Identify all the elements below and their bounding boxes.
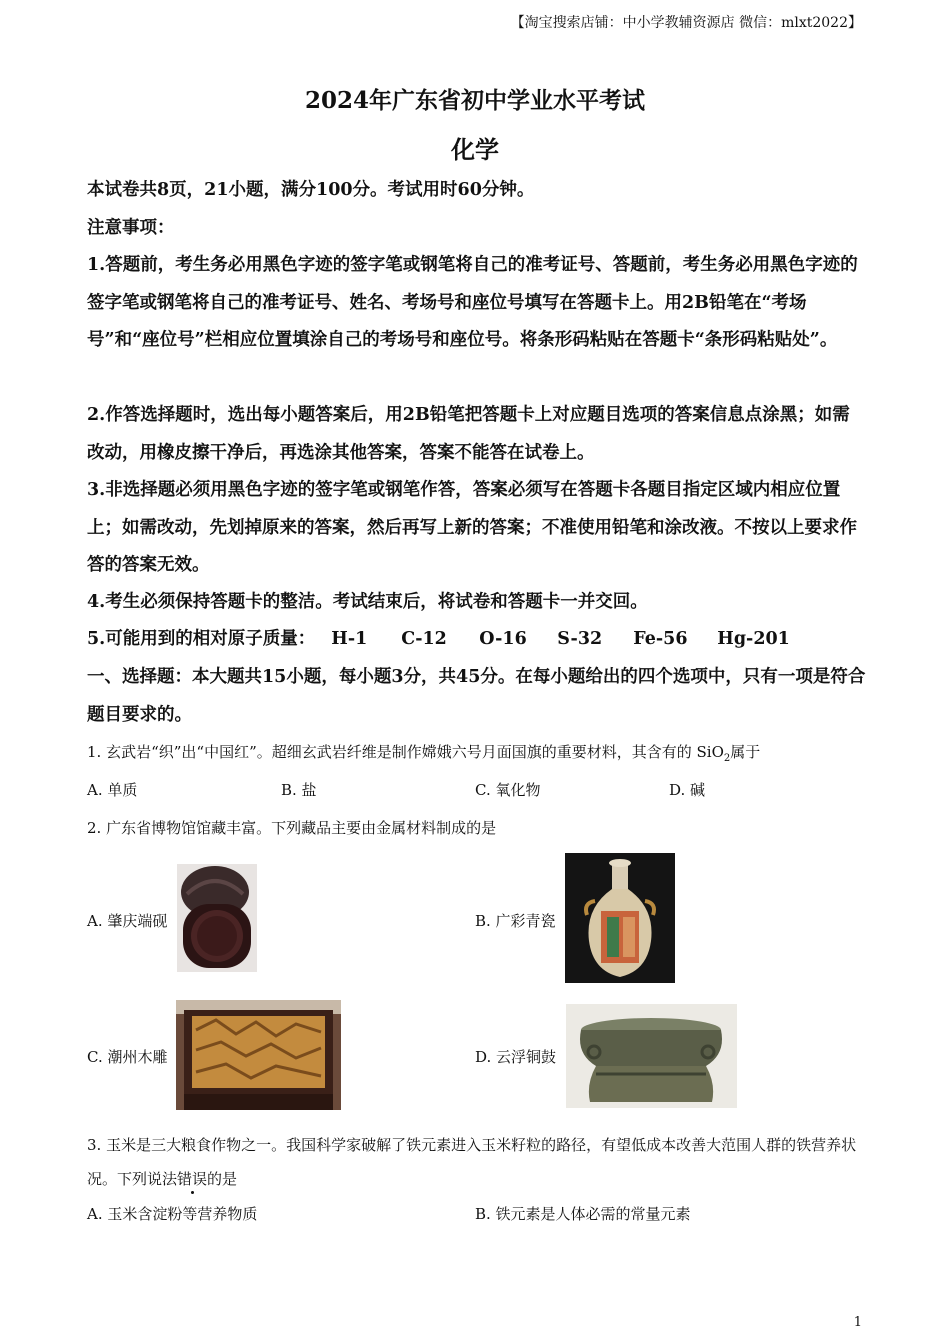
section-heading: 一、选择题：本大题共15小题，每小题3分，共45分。在每小题给出的四个选项中，只有一项是符合题目要求的。 <box>87 667 866 725</box>
porcelain-vase-image <box>565 853 675 983</box>
inkstone-image <box>177 864 257 972</box>
q1-option-d[interactable]: D. 碱 <box>669 781 706 799</box>
notice-heading: 注意事项： <box>87 218 175 238</box>
question-3-text-end: 的是 <box>207 1170 238 1188</box>
atomic-mass-label: 5.可能用到的相对原子质量： <box>87 629 316 649</box>
q2-option-d[interactable]: D. 云浮铜鼓 <box>475 1048 557 1066</box>
q1-option-b[interactable]: B. 盐 <box>281 781 317 799</box>
q3-option-b[interactable]: B. 铁元素是人体必需的常量元素 <box>475 1205 691 1223</box>
exam-intro: 本试卷共8页，21小题，满分100分。考试用时60分钟。 <box>87 180 535 200</box>
header-note: 【淘宝搜索店铺：中小学教辅资源店 微信：mlxt2022】 <box>510 15 862 31</box>
atomic-mass: Hg-201 <box>717 629 790 649</box>
notice-2: 2.作答选择题时，选出每小题答案后，用2B铅笔把答题卡上对应题目选项的答案信息点涂黑；如需改动，用橡皮擦干净后，再选涂其他答案，答案不能答在试卷上。 <box>87 405 850 463</box>
atomic-mass-line <box>87 621 867 659</box>
notice-3: 3.非选择题必须用黑色字迹的签字笔或钢笔作答，答案必须写在答题卡各题目指定区域内相应位置上；如需改动，先划掉原来的答案，然后再写上新的答案；不准使用铅笔和涂改液。不按以上要求作答的答案无效。 <box>87 480 857 575</box>
atomic-mass: Fe-56 <box>633 629 688 649</box>
atomic-mass: S-32 <box>557 629 603 649</box>
q3-option-a[interactable]: A. 玉米含淀粉等营养物质 <box>87 1205 258 1223</box>
question-1-stem <box>87 741 877 764</box>
question-3-text: 3. 玉米是三大粮食作物之一。我国科学家破解了铁元素进入玉米籽粒的路径，有望低成本改善大范围人群的铁营养状况。下列说法 <box>87 1136 857 1188</box>
atomic-mass: C-12 <box>401 629 447 649</box>
question-3-stem <box>87 1128 867 1196</box>
question-3-emphasis: 错误 <box>177 1170 208 1188</box>
q1-option-c[interactable]: C. 氧化物 <box>475 781 541 799</box>
question-1-text: 1. 玄武岩“织”出“中国红”。超细玄武岩纤维是制作嫦娥六号月面国旗的重要材料，其含有的 SiO <box>87 743 724 761</box>
atomic-mass: H-1 <box>331 629 368 649</box>
exam-subject: 化学 <box>451 135 499 164</box>
notice-1: 1.答题前，考生务必用黑色字迹的签字笔或钢笔将自己的准考证号、答题前，考生务必用黑色字迹的签字笔或钢笔将自己的准考证号、姓名、考场号和座位号填写在答题卡上。用2B铅笔在“考场号”和“座位号”栏相应位置填涂自己的考场号和座位号。将条形码粘贴在答题卡“条形码粘贴处”。 <box>87 255 858 350</box>
q2-option-a[interactable]: A. 肇庆端砚 <box>87 912 168 930</box>
page-number: 1 <box>853 1315 862 1330</box>
notice-4: 4.考生必须保持答题卡的整洁。考试结束后，将试卷和答题卡一并交回。 <box>87 592 648 612</box>
wood-carving-image <box>176 1000 341 1110</box>
exam-title: 2024年广东省初中学业水平考试 <box>304 87 645 114</box>
q2-option-c[interactable]: C. 潮州木雕 <box>87 1048 168 1066</box>
question-2-stem: 2. 广东省博物馆馆藏丰富。下列藏品主要由金属材料制成的是 <box>87 819 497 837</box>
subscript: 2 <box>723 753 731 764</box>
bronze-drum-image <box>566 1004 737 1108</box>
q1-option-a[interactable]: A. 单质 <box>87 781 138 799</box>
atomic-mass: O-16 <box>479 629 527 649</box>
question-1-text-end: 属于 <box>730 743 761 761</box>
q2-option-b[interactable]: B. 广彩青瓷 <box>475 912 556 930</box>
